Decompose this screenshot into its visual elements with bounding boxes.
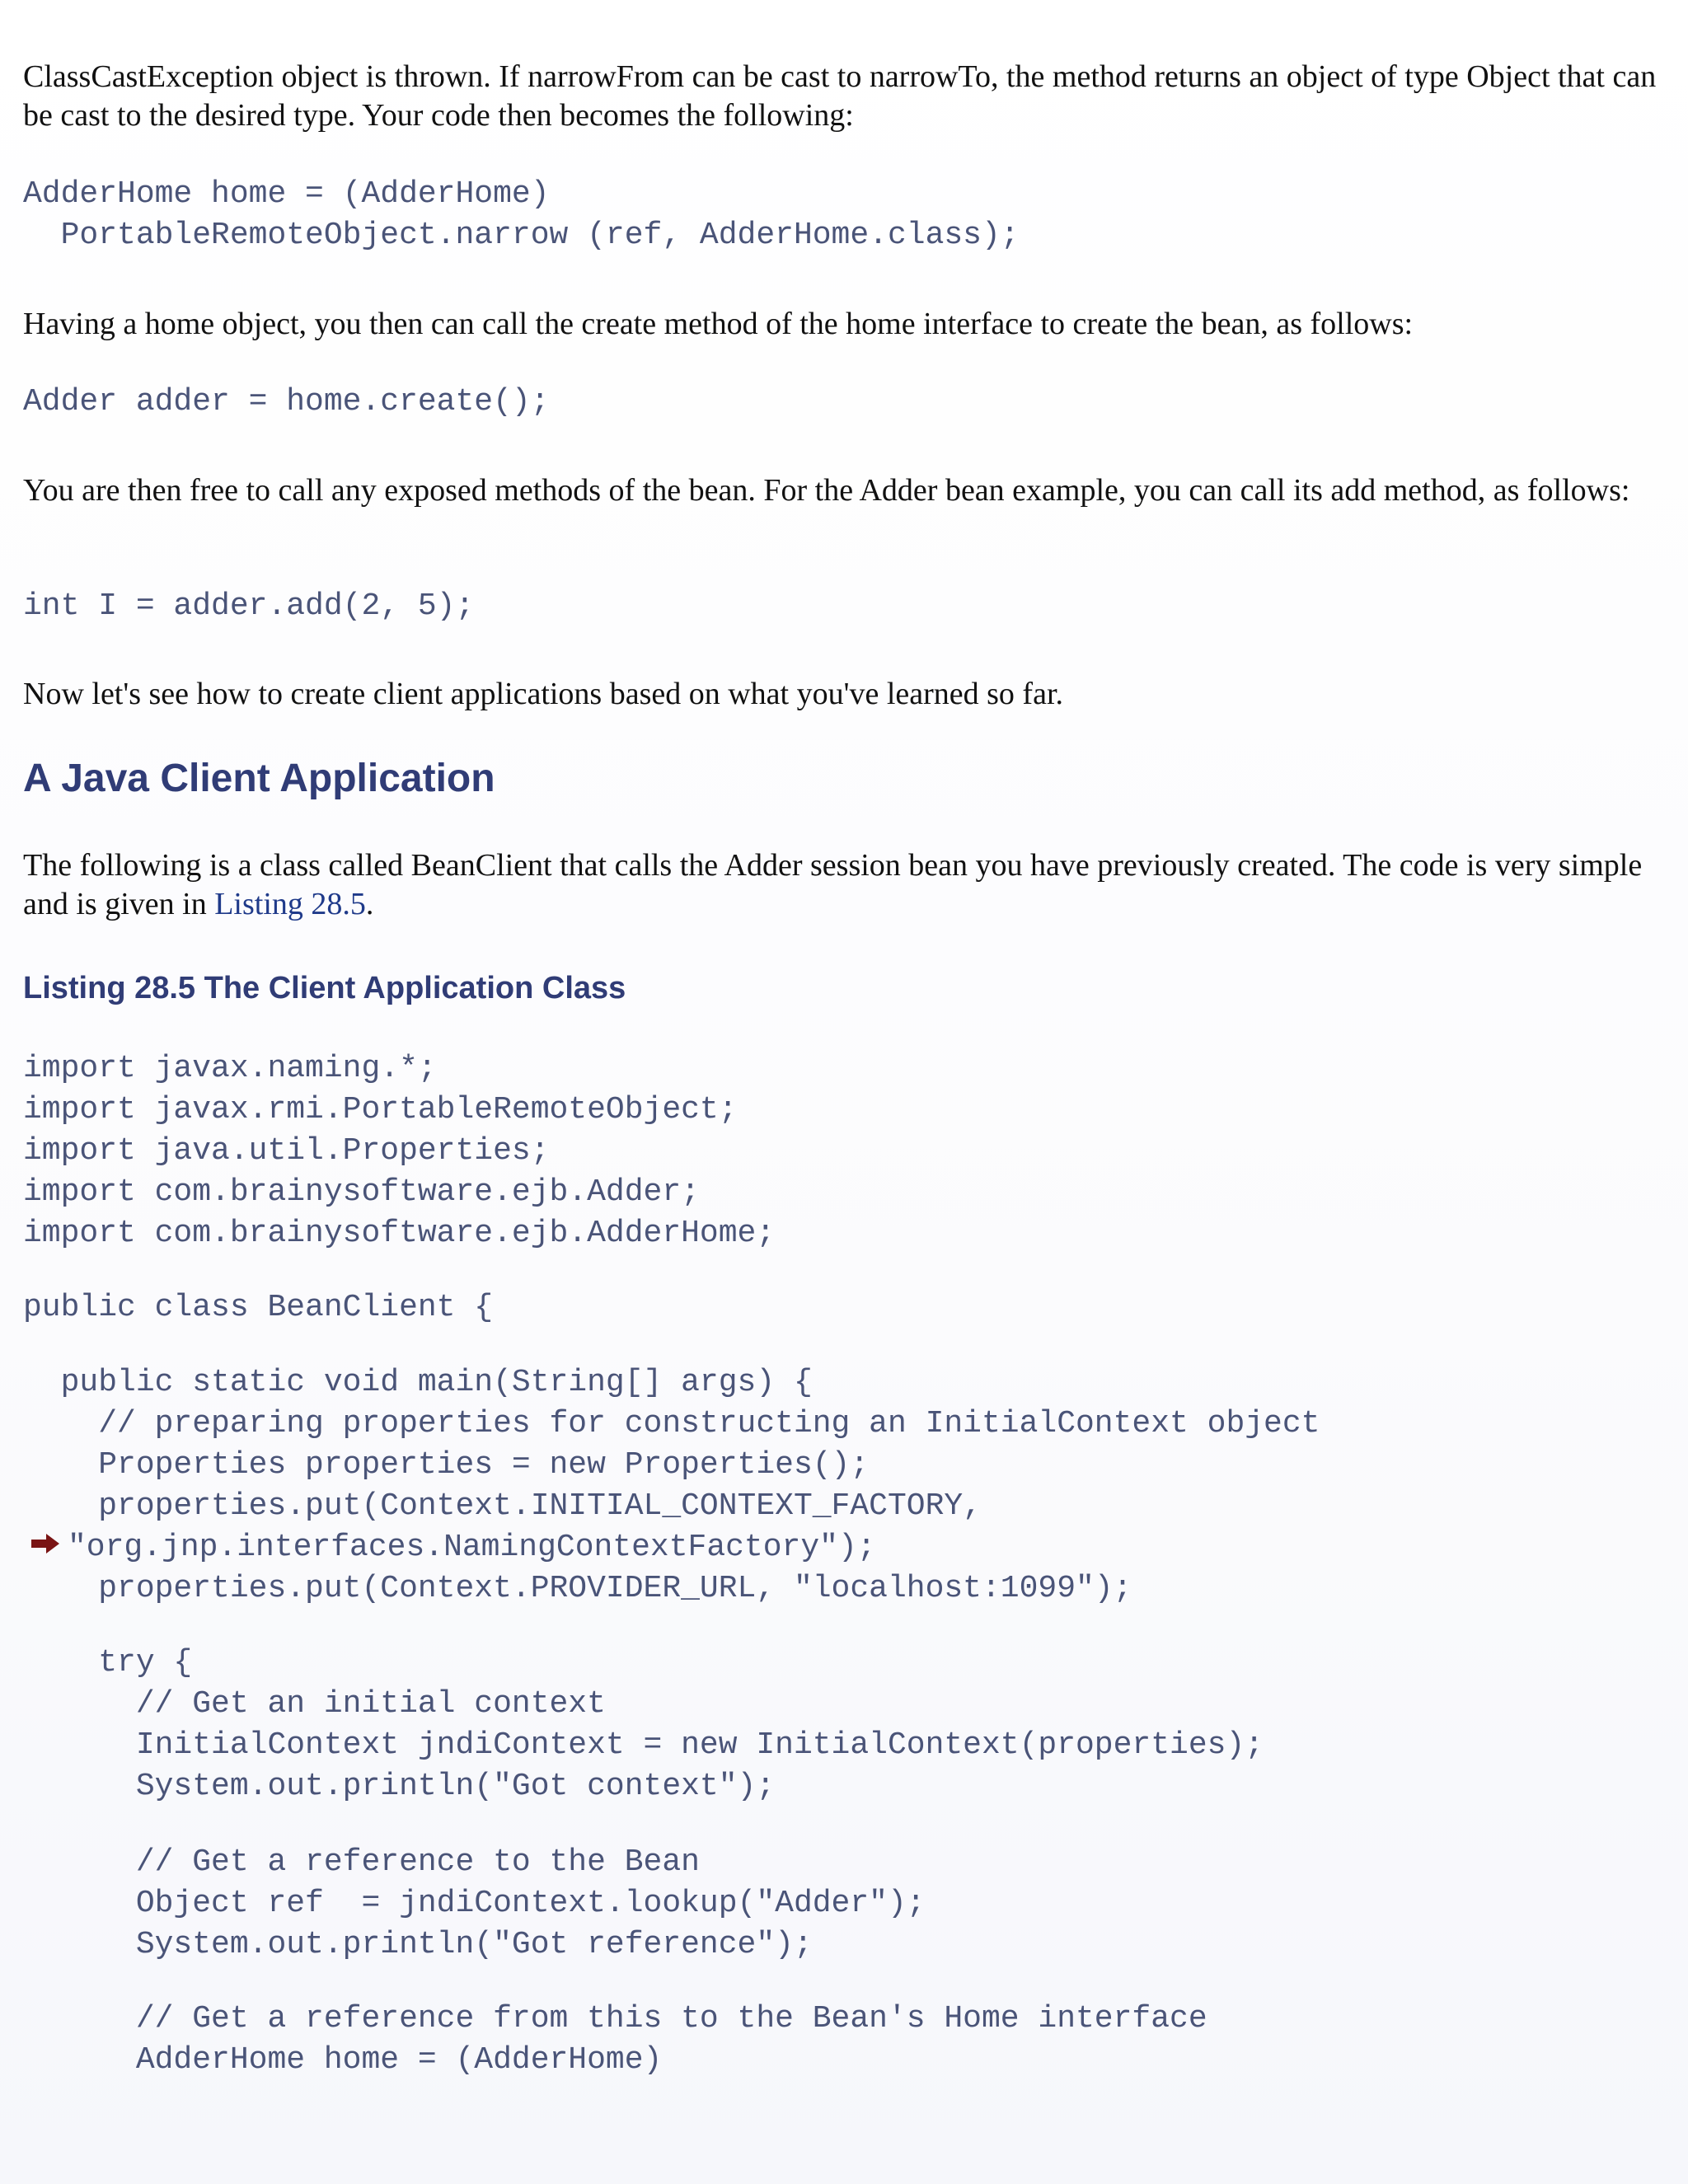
code-line-continuation: "org.jnp.interfaces.NamingContextFactory"); [68, 1530, 876, 1565]
code-line: import javax.naming.*; [23, 1051, 437, 1086]
code-line: properties.put(Context.PROVIDER_URL, "localhost:1099"); [23, 1571, 1132, 1606]
section-heading: A Java Client Application [23, 757, 495, 800]
code-line: import com.brainysoftware.ejb.Adder; [23, 1174, 700, 1210]
code-line: int I = adder.add(2, 5); [23, 588, 475, 624]
listing-home-block [23, 1999, 1207, 2081]
paragraph-call-methods: You are then free to call any exposed methods of the bean. For the Adder bean example, you can call its add method, as follows: [23, 473, 1630, 508]
code-line: InitialContext jndiContext = new InitialContext(properties); [23, 1727, 1264, 1763]
code-line: Object ref = jndiContext.lookup("Adder"); [23, 1886, 926, 1921]
listing-imports [23, 1048, 775, 1254]
code-line: import javax.rmi.PortableRemoteObject; [23, 1092, 738, 1127]
paragraph-text: The following is a class called BeanClient that calls the Adder session bean you have previously created. The code is very simple and is given in [23, 848, 1643, 921]
code-add [23, 586, 474, 627]
code-line: System.out.println("Got reference"); [23, 1927, 813, 1962]
code-line: AdderHome home = (AdderHome) [23, 2042, 663, 2078]
code-line: public class BeanClient { [23, 1290, 494, 1325]
code-line: PortableRemoteObject.narrow (ref, AdderHome.class); [23, 218, 1020, 253]
code-line: import com.brainysoftware.ejb.AdderHome; [23, 1216, 776, 1251]
code-line: try { [23, 1645, 193, 1680]
paragraph-text-end: . [365, 887, 374, 921]
listing-link[interactable]: Listing 28.5 [214, 887, 366, 921]
paragraph-narrow-explanation: ClassCastException object is thrown. If narrowFrom can be cast to narrowTo, the method returns an object of type Object that can be cast to the desired type. Your code then becomes the following: [23, 59, 1657, 133]
paragraph-transition: Now let's see how to create client applications based on what you've learned so far. [23, 677, 1063, 711]
listing-try-block [23, 1643, 1264, 1807]
code-line: // Get a reference to the Bean [23, 1844, 700, 1880]
code-line: // preparing properties for constructing an InitialContext object [23, 1406, 1320, 1441]
code-line: public static void main(String[] args) { [23, 1365, 813, 1400]
listing-heading: Listing 28.5 The Client Application Class [23, 971, 626, 1005]
code-line: import java.util.Properties; [23, 1133, 550, 1169]
code-create [23, 382, 550, 423]
code-line: AdderHome home = (AdderHome) [23, 176, 550, 212]
code-line: // Get a reference from this to the Bean's Home interface [23, 2001, 1207, 2036]
listing-main-method [23, 1362, 1320, 1610]
code-line: properties.put(Context.INITIAL_CONTEXT_FACTORY, [23, 1488, 982, 1524]
paragraph-beanclient-intro [23, 846, 1663, 924]
paragraph-create-home: Having a home object, you then can call the create method of the home interface to create the bean, as follows: [23, 307, 1414, 341]
code-narrow [23, 174, 1020, 256]
code-line: System.out.println("Got context"); [23, 1769, 776, 1804]
code-line: Properties properties = new Properties(); [23, 1447, 870, 1483]
line-continuation-arrow-icon [31, 1534, 61, 1554]
code-line: // Get an initial context [23, 1686, 606, 1722]
listing-lookup-block [23, 1842, 926, 1966]
listing-class-declaration [23, 1287, 493, 1329]
code-line: Adder adder = home.create(); [23, 384, 550, 419]
